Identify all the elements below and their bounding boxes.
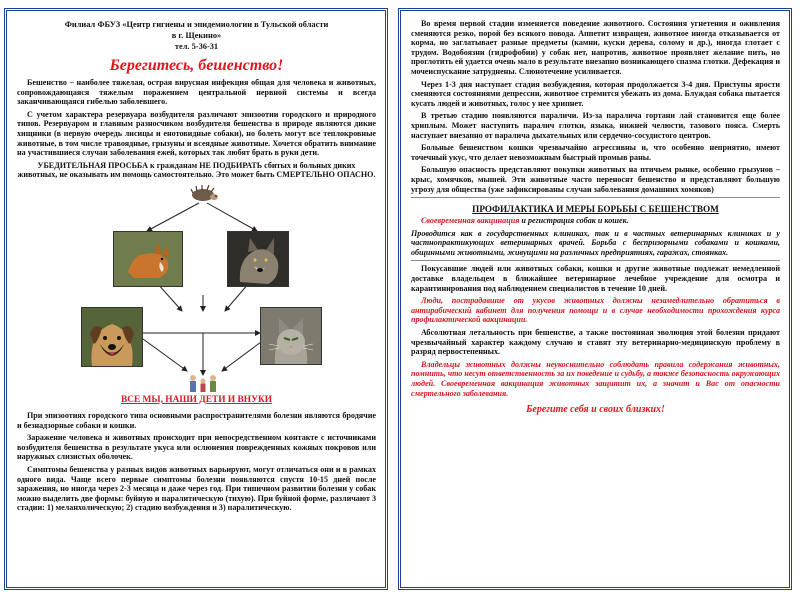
wolf-icon [228,232,288,286]
right-page [398,8,792,590]
section-divider [411,197,780,198]
wolf-image [227,231,289,287]
slogan-title: Берегитесь, бешенство! [109,57,284,74]
section-divider-2 [411,260,780,261]
fox-image [113,231,183,287]
owners-notice: Владельцы животных должны неукоснительно соблюдать правила содержания животных, помнить, что несут ответственность за их поведение и судьбу, а также безопасность окружающих людей. Своевременная вакцинация животных защитит их, а значит и Вас от опасности смертельного заболевания. [411,359,780,398]
cats-paragraph: Больные бешенством кошки чрезвычайно агрессивны и, что особенно неприятно, имеют точечный укус, что делает невозможным быстрый промыв раны. [411,143,780,162]
fox-icon [114,232,182,286]
symptoms-paragraph: Симптомы бешенства у разных видов животных варьируют, могут отличаться они и в рамках одного вида. Чаще всего первые симптомы болезни появляются спустя 10-15 дней после заражения, но иногда через 2-3 месяца и даже через год. При типичном развитии болезни у собак можно выделить две формы: буйную и паралитическую (тихую). При буйной форме, различают 3 стадии: 1) меланхолическую; 2) стадию возбуждения и 3) паралитическую. [17,464,376,513]
dog-icon [82,308,142,366]
cat-icon [261,308,321,364]
vaccination-lead-rest: и регистрация собак и кошек. [519,216,629,226]
diagram-caption: ВСЕ МЫ, НАШИ ДЕТИ И ВНУКИ [120,394,273,405]
rodents-paragraph: Большую опасность представляют покупки животных на птичьем рынке, особенно грызунов – крыс, хомячков, мышей. Эти животные часто переносят бешенство и представляют большую угрозу для общества (уже зафиксированы случаи заболевания домашних хомяков) [411,165,780,194]
third-stage-paragraph: В третью стадию появляются параличи. Из-за паралича гортани лай становится еще более хриплым. Может наступить паралич глотки, языка, нижней челюсти, тазового пояса. Смерть наступает внезапно от паралича дыхательных или сердечно-сосудистого центров. [411,111,780,140]
warning-paragraph: УБЕДИТЕЛЬНАЯ ПРОСЬБА к гражданам НЕ ПОДБИРАТЬ сбитых и больных диких животных, не оказывать им помощь самостоятельно. Это может быть СМЕРТЕЛЬНО ОПАСНО. [17,160,376,180]
intro-paragraph-2: С учетом характера резервуара возбудителя различают эпизоотии городского и природного типов. Резервуаром и главным разносчиком возбудителя бешенства в природе являются дикие хищники (в первую очередь лисицы и енотовидные собаки), но болеть могут все теплокровные животные, в том числе травоядные, грызуны и всеядные животные. Хочется обратить внимание на участившиеся случаи заболевания ежей, которых так любят брать в руки дети. [17,109,376,158]
second-stage-paragraph: Через 1-3 дня наступает стадия возбуждения, которая продолжается 3-4 дня. Приступы ярости сменяются состояниями депрессии, животное стремится убежать из дома. Блуждая собака пытается кусать людей и животных, голос у нее хрипнет. [411,79,780,108]
vaccination-lead [411,216,780,226]
quarantine-paragraph: Покусавшие людей или животных собаки, кошки и другие животные подлежат немедленной доставке владельцем в ближайшее ветеринарное лечебное учреждение для осмотра и карантинирования под наблюдением специалистов в течение 10 дней. [411,264,780,293]
transmission-diagram [17,183,376,409]
first-stage-paragraph: Во время первой стадии изменяется поведение животного. Состояния угнетения и оживления сменяются резко, порой без всякого повода. Аппетит извращен, животное иногда отказывается от корма, но заглатывает разные предметы (камни, куски дерева, солому и др.), иногда глотает с трудом. Водобоязни (гидрофобии) у собак нет, напротив, животное проявляет желание пить, но проглотить ей удается очень мало в результате внезапно возникающего спазма глотки. Дефекация и мочеиспускание затруднены. Слюнотечение усиливается. [411,19,780,76]
infection-paragraph: Заражение человека и животных происходит при непосредственном контакте с источниками возбудителя бешенства в результате укуса или ослюнения поврежденных кожных покровов или наружных слизистых оболочек. [17,433,376,462]
vaccination-body: Проводится как в государственных клиниках, так и в частных ветеринарных клиниках и у частнопрактикующих ветеринарных врачей. Борьба с беспризорными собаками и кошками, общинными животными, живущими на различных предприятиях, гаражах, стоянках. [411,228,780,257]
left-page [4,8,388,590]
org-name-line1: Филиал ФБУЗ «Центр гигиены и эпидемиологии в Тульской области [64,20,329,29]
intro-paragraph-1: Бешенство – наиболее тяжелая, острая вирусная инфекция общая для человека и животных, сопровождающаяся тяжелым поражением центральной нервной системы и всегда заканчивающаяся гибелью заболевшего. [17,78,376,107]
closing-slogan: Берегите себя и своих близких! [526,404,665,416]
cat-image [260,307,322,365]
urban-paragraph: При эпизоотиях городского типа основными распространителями болезни являются бродячие и безнадзорные собаки и кошки. [17,410,376,430]
family-icon [183,373,223,393]
dog-image [81,307,143,367]
bite-victims-notice: Люди, пострадавшие от укусов животных должны незамедлительно обратиться в антирабический кабинет для получения помощи и в случае необходимости прохождения курса профилактической вакцинации. [411,296,780,325]
org-phone: тел. 5-36-31 [174,42,219,51]
family-image [183,373,223,393]
org-name-line2: в г. Щекино» [171,31,222,40]
prevention-section-title: ПРОФИЛАКТИКА И МЕРЫ БОРЬБЫ С БЕШЕНСТВОМ [472,204,719,215]
lethality-paragraph: Абсолютная летальность при бешенстве, а также постоянная эволюция этой болезни придают чрезвычайный характер каждому случаю и ставят эту ветеринарно-медицинскую проблему в разряд первостепенных. [411,328,780,357]
vaccination-lead-red: Своевременная вакцинация [421,216,520,226]
